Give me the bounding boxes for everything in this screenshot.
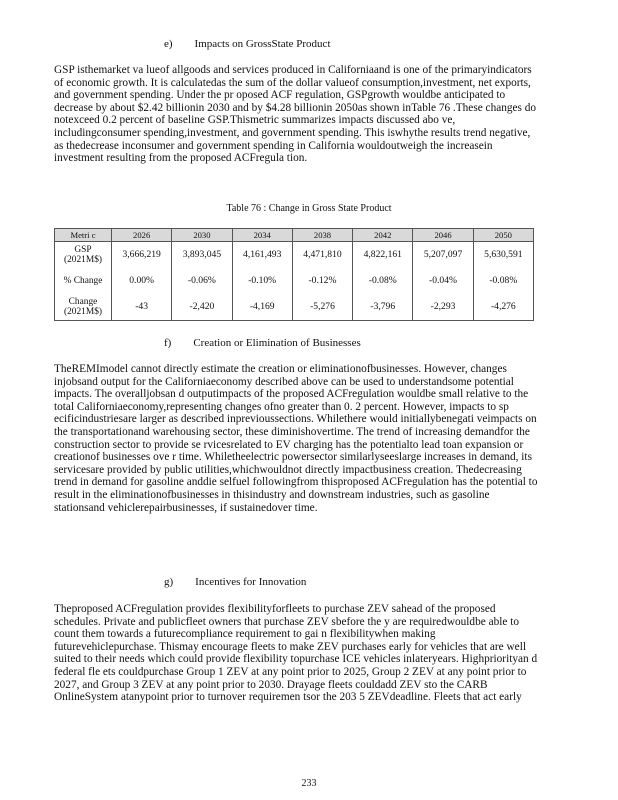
table-cell: 0.00% xyxy=(112,268,172,294)
section-heading-f xyxy=(164,337,361,349)
table-cell: -0.10% xyxy=(232,268,292,294)
table-cell: -0.08% xyxy=(473,268,533,294)
table-cell: 4,471,810 xyxy=(292,242,352,269)
row-metric: % Change xyxy=(55,268,112,294)
section-title: Creation or Elimination of Businesses xyxy=(193,337,361,349)
row-metric: GSP (2021M$) xyxy=(55,242,112,269)
table-header-row xyxy=(55,229,534,242)
header-year: 2038 xyxy=(292,229,352,242)
section-title: Incentives for Innovation xyxy=(195,576,307,588)
table-cell: -43 xyxy=(112,294,172,321)
gsp-table xyxy=(54,228,534,321)
section-marker: e) xyxy=(164,38,173,50)
innovation-paragraph: Theproposed ACFregulation provides flexibilityforfleets to purchase ZEV sahead of the proposed schedules. Private and publicfleet owners that purchase ZEV sbefore the y are requiredwouldbe able to count them towards a futurecompliance requirement to gai n flexibilitywhen making futurevehiclepurchase. Thismay encourage fleets to make ZEV purchases early for vehicles that are well suited to their needs which could provide flexibility topurchase ICE vehicles inlateryears. Highpriorityan d federal fle ets couldpurchase Group 1 ZEV at any point prior to 2025, Group 2 ZEV at any point prior to 2027, and Group 3 ZEV at any point prior to 2030. Drayage fleets couldadd ZEV sto the CARB OnlineSystem atanypoint prior to turnover requiremen tsor the 203 5 ZEVdeadline. Fleets that act early xyxy=(54,603,538,704)
table-cell: 4,822,161 xyxy=(353,242,413,269)
table-cell: 4,161,493 xyxy=(232,242,292,269)
table-cell: -0.06% xyxy=(172,268,232,294)
table-cell: -0.12% xyxy=(292,268,352,294)
table-cell: -5,276 xyxy=(292,294,352,321)
table-cell: 5,207,097 xyxy=(413,242,473,269)
table-cell: -3,796 xyxy=(353,294,413,321)
table-cell: -4,276 xyxy=(473,294,533,321)
header-year: 2046 xyxy=(413,229,473,242)
table-cell: -4,169 xyxy=(232,294,292,321)
businesses-paragraph: TheREMImodel cannot directly estimate the creation or eliminationofbusinesses. However, changes injobsand output for the Californiaeconomy described above can be used to understandsome potential impacts. The overalljobsan d outputimpacts of the proposed ACFregulation wouldbe small relative to the total Californiaeconomy,representing changes ofno greater than 0. 2 percent. However, impacts to sp ecificindustriesare larger as described inprevioussections. Whilethere would initiallybenegati veimpacts on the transportationand warehousing sector, these diminishovertime. The trend of increasing demandfor the construction sector to provide se rvicesrelated to EV charging has the potentialto lead toan expansion or creationof businesses ove r time. Whiletheelectric powersector similarlyseeslarge increases in demand, its servicesare provided by public utilities,whichwouldnot directly impactbusiness creation. Thedecreasing trend in demand for gasoline anddie selfuel followingfrom thisproposed ACFregulation has the potential to result in the eliminationofbusinesses in thisindustry and downstream industries, such as gasoline stationsand vehiclerepairbusinesses, if sustainedover time. xyxy=(54,363,538,514)
table-row xyxy=(55,294,534,321)
header-metric: Metri c xyxy=(55,229,112,242)
header-year: 2042 xyxy=(353,229,413,242)
section-title: Impacts on GrossState Product xyxy=(194,38,331,50)
table-cell: 5,630,591 xyxy=(473,242,533,269)
table-cell: -2,293 xyxy=(413,294,473,321)
header-year: 2034 xyxy=(232,229,292,242)
section-heading-g xyxy=(164,576,306,588)
table-cell: -0.08% xyxy=(353,268,413,294)
table-cell: -2,420 xyxy=(172,294,232,321)
table-row xyxy=(55,268,534,294)
section-heading-e xyxy=(164,38,331,50)
table-cell: -0.04% xyxy=(413,268,473,294)
table-caption: Table 76 : Change in Gross State Product xyxy=(226,203,392,214)
header-year: 2050 xyxy=(473,229,533,242)
section-marker: g) xyxy=(164,576,174,588)
header-year: 2026 xyxy=(112,229,172,242)
gsp-paragraph: GSP isthemarket va lueof allgoods and services produced in Californiaand is one of the primaryindicators of economic growth. It is calculatedas the sum of the dollar valueof consumption,investment, net exports, and government spending. Under the pr oposed ACF regulation, GSPgrowth wouldbe anticipated to decrease by about $2.42 billionin 2030 and by $4.28 billionin 2050as shown inTable 76 .These changes do notexceed 0.2 percent of baseline GSP.Thismetric summarizes impacts discussed abo ve, includingconsumer spending,investment, and government spending. This iswhythe results trend negative, as thedecrease inconsumer and government spending in California wouldoutweigh the increasein investment resulting from the proposed ACFregula tion. xyxy=(54,64,537,165)
table-row xyxy=(55,242,534,269)
page-number: 233 xyxy=(301,778,317,789)
header-year: 2030 xyxy=(172,229,232,242)
section-marker: f) xyxy=(164,337,172,349)
row-metric: Change (2021M$) xyxy=(55,294,112,321)
table-cell: 3,666,219 xyxy=(112,242,172,269)
table-cell: 3,893,045 xyxy=(172,242,232,269)
